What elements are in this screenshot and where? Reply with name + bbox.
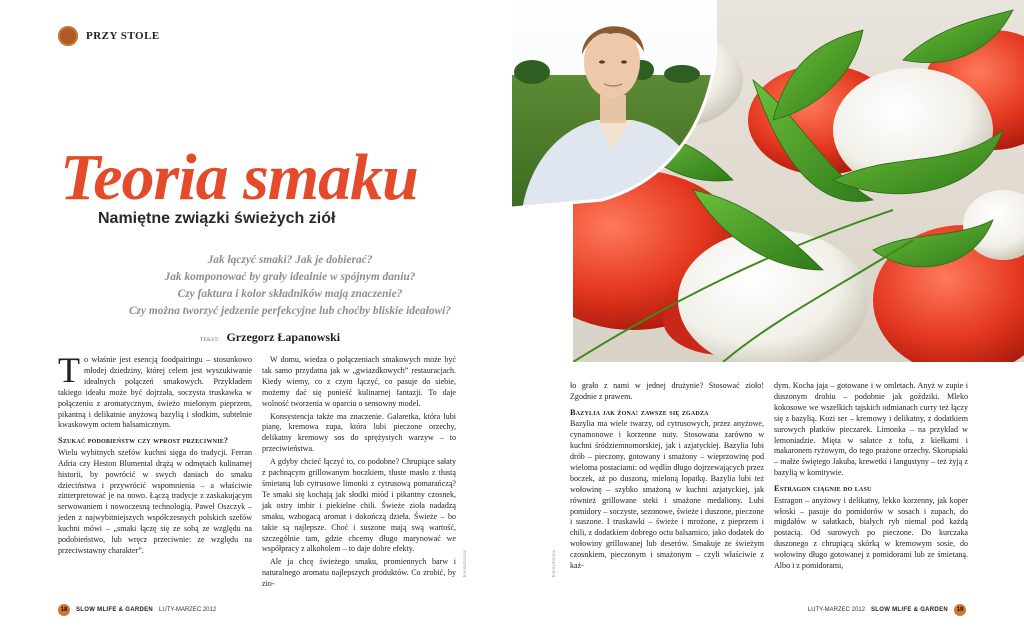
paragraph: Estragon – anyżowy i delikatny, lekko korzenny, jak koper włoski – pasuje do pomidorów w sosach i zupach, do migdałów w sałatkach, białych ryb niemal pod każdą postacią. Od surowych po pieczone. Do kurczaka duszonego z chrupiącą skórką w kremowym sosie, do wołowiny długo gotowanej z pomidorami lub ze śmietaną. Albo i z pomidorami, (774, 495, 968, 571)
article-title: Teoria smaku (60, 141, 418, 214)
section-heading: Szukać podobieństw czy wprost przeciwnie? (58, 436, 229, 446)
paragraph: Bazylia ma wiele twarzy, od cytrusowych, przez anyżowe, cynamonowe i korzenne nuty. Stosowana zarówno w kuchni śródziemnomorskiej, jak i azjatyckiej. Bazylia lubi drób – pieczony, gotowany i smażony – wieprzowinę pod wieloma postaciami: od wędlin długo dojrzewających przez boczek, aż po duszoną, mieloną łopatkę. Bazylia lubi też wołowinę – szybko smażoną w kuchni azjatyckiej, jak również grillowane steki i smażone medaliony. Lubi pomidory – soczyste, sezonowe, świeże i duszone, pieczone i suszone. I truskawki – świeże i mrożone, z pieprzem i chili, z dodatkiem dobrego octu balsamico, jako dodatek do wołowiny grillowanej lub deserów. Smakuje ze świeżym czosnkiem, pieczonym i smażonym – czyli właściwie z każ- (570, 419, 764, 571)
page-number: 18 (58, 604, 70, 616)
byline-label: TEKST: (200, 338, 220, 343)
text-column-1 (58, 350, 252, 559)
chef-portrait-photo (512, 0, 717, 210)
section-label-left: PRZY STOLE (86, 30, 160, 42)
lead-line: Jak komponować by grały idealnie w spójnym daniu? (164, 271, 416, 283)
byline (200, 330, 340, 345)
paragraph: dym. Kocha jaja – gotowane i w omletach. Anyż w zupie i duszonym drobiu – podobnie jak goździki. Mleko kokosowe we wszelkich tajskich odmianach curry też łączy się z bazylią. Kozi ser – kremowy i delikatny, z dodatkiem surowych płatków pieczarek. Limonka – na przykład w lemoniadzie. Mięta w sałatce z tofu, z kiełkami i makaronem ryżowym, do tego prażone orzechy. Skorupiaki – małże świętego Jakuba, krewetki i langustyny – też żyją z bazylią w komitywie. (774, 381, 968, 478)
issue-date: LUTY-MARZEC 2012 (807, 607, 865, 613)
footer-right (808, 604, 966, 616)
drop-cap: T (58, 350, 80, 390)
author-name: Grzegorz Łapanowski (226, 330, 341, 344)
section-heading: Estragon ciągnie do lasu (774, 484, 872, 494)
article-subtitle: Namiętne związki świeżych ziół (98, 210, 336, 227)
paragraph: W domu, wiedza o połączeniach smakowych może być tak samo przydatna jak w „gwiazdkowych” restauracjach. Kiedy wiemy, co z czym łączyć, co pasuje do siebie, możemy dać się ponieść kulinarnej fantazji. To daje wolność tworzenia w oparciu o sensowny model. (262, 355, 456, 408)
text-column-3 (570, 381, 764, 574)
photo-credit-right: fotolia/fotolia (552, 550, 557, 578)
lead-questions (80, 252, 500, 320)
lead-line: Jak łączyć smaki? Jak je dobierać? (207, 254, 373, 266)
photo-credit-left: fotolia/fotolia (463, 550, 468, 578)
lead-line: Czy faktura i kolor składników mają znaczenie? (177, 288, 403, 300)
page-number: 19 (954, 604, 966, 616)
section-header-left (58, 26, 160, 46)
paragraph: To właśnie jest esencją foodpairingu – stosunkowo młodej dziedziny, której celem jest wyszukiwanie idealnych połączeń smakowych. Przykładem takiego ideału może być dojrzała, soczysta truskawka w połączeniu z aromatycznym, świeżo mielonym pieprzem, pikantną i delikatnie anyżową bazylią i słodkim, subtelnie kwaskowym octem balsamicznym. (58, 350, 252, 430)
lead-line: Czy można tworzyć jedzenie perfekcyjne lub choćby bliskie ideałowi? (128, 305, 452, 317)
section-dot-icon (58, 26, 78, 46)
footer-left (58, 604, 216, 616)
magazine-name: SLOW MLIFE & GARDEN (870, 607, 948, 613)
text-column-2 (262, 355, 456, 592)
paragraph: Ale ja chcę świeżego smaku, promiennych barw i naturalnego aromatu najlepszych produktów. Co zrobić, by zio- (262, 557, 456, 589)
section-heading: Bazylia jak żona: zawsze się zgadza (570, 407, 709, 417)
paragraph: Konsystencja także ma znaczenie. Galaretka, która lubi pianę, kremowa zupa, która lubi pieczone orzechy, delikatny kremowy sos do sprężystych warzyw – to przeciwieństwa. (262, 411, 456, 454)
magazine-name: SLOW MLIFE & GARDEN (76, 607, 154, 613)
paragraph: Wielu wybitnych szefów kuchni sięga do tradycji. Ferran Adria czy Heston Blumental drążą w odmętach kulinarnej historii, by powrócić w swych daniach do smaku dzieciństwa i przywrócić wspomnienia – a właściwie zinterpretować je na nowo. Łączą tradycje z zaskakującym serwowaniem i nowoczesną technologią. Paweł Oszczyk – jeden z najwybitniejszych współczesnych polskich szefów kuchni mówi – „smaki łączę się ze sobą ze względu na podobieństwo, lub wręcz przeciwnie: ze względu na przeciwstawny charakter”. (58, 447, 252, 555)
text-column-4 (774, 381, 968, 574)
issue-date: LUTY-MARZEC 2012 (159, 607, 217, 613)
paragraph: ło grało z nami w jednej drużynie? Stosować zioło! Zgodnie z prawem. (570, 381, 764, 401)
paragraph: A gdyby chcieć łączyć to, co podobne? Chrupiące sałaty z pachnącym grillowanym boczkiem, tłuste masło z tłustą śmietaną lub cytrusowe limonki z cytrusową pomarańczą? Te smaki się kochają jak słodki miód i pikantny czosnek, jak ostry imbir i piekielne chili. Świeże zioła nadadzą smaku, wzbogacą aromat i dokończą dzieła. Świeże – bo takie są najlepsze. Choć i suszone mają swą wartość, szczególnie tam, gdzie chcemy długo marynować we współpracy z alkoholem – to daje dobre efekty. (262, 457, 456, 554)
